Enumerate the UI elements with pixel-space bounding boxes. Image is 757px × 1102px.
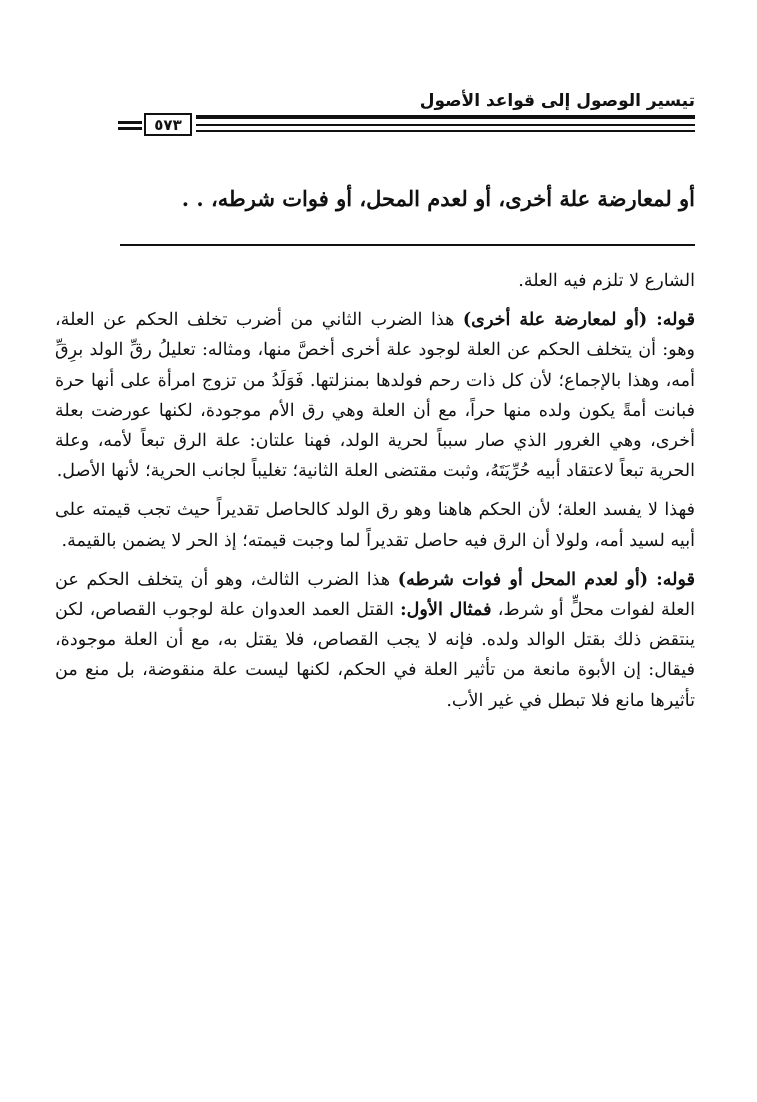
header-rule-top — [196, 115, 695, 119]
header-rule-middle — [196, 124, 695, 126]
matn-separator — [120, 244, 695, 246]
paragraph-1: الشارع لا تلزم فيه العلة. — [518, 271, 695, 291]
page-number-left-rule-bottom — [118, 127, 142, 130]
page-number-left-rule-top — [118, 121, 142, 124]
paragraph-4-text-b: القتل العمد العدوان علة لوجوب القصاص، لكن ينتقض ذلك بقتل الوالد ولده. فإنه لا يجب القصاص، فلا يقتل به، مع أن العلة موجودة، فيقال: إن الأبوة مانعة من تأثير العلة في الحكم، لكنها ليست علة منقوضة، بل منع من تأثيرها مانع فلا تبطل في غير الأب. — [55, 600, 695, 711]
paragraph-4-text-a: هذا الضرب الثالث، وهو أن يتخلف الحكم عن العلة لفوات محلٍّ أو شرط، — [55, 569, 695, 621]
paragraph-4 — [55, 565, 695, 716]
book-title: تيسير الوصول إلى قواعد الأصول — [419, 91, 695, 111]
paragraph-2 — [55, 305, 695, 486]
quote-label: قوله: (أو لمعارضة علة أخرى) — [462, 309, 695, 331]
example-label: فمثال الأول: — [400, 599, 492, 621]
matn-text: أو لمعارضة علة أخرى، أو لعدم المحل، أو فوات شرطه، . . — [181, 186, 695, 211]
quote-label: قوله: (أو لعدم المحل أو فوات شرطه) — [397, 568, 695, 590]
paragraph-3: فهذا لا يفسد العلة؛ لأن الحكم هاهنا وهو رق الولد كالحاصل تقديراً حيث تجب قيمته على أبيه لسيد أمه، ولولا أن الرق فيه حاصل تقديراً لما وجبت قيمته؛ إذ الحر لا يضمن بالقيمة. — [55, 500, 695, 551]
commentary-body — [55, 266, 695, 725]
header-rule-bottom — [196, 130, 695, 132]
page-number: ٥٧٣ — [144, 113, 192, 136]
paragraph-2-text: هذا الضرب الثاني من أضرب تخلف الحكم عن العلة، وهو: أن يتخلف الحكم عن العلة لوجود علة أخرى أخصَّ منها، ومثاله: تعليلُ رقِّ الولد برِقِّ أمه، وهذا بالإجماع؛ لأن كل ذات رحم فولدها بمنزلتها. فَوَلَدُ من تزوج امرأة على أنها حرة فبانت أمةً يكون ولده منها حراً، مع أن العلة وهي رق الأم موجودة، لكنها عورضت بعلة أخرى، وهي الغرور الذي صار سبباً لحرية الولد، فهنا علتان: علة الرق تبعاً لأمه، وعلة الحرية تبعاً لاعتقاد أبيه حُرِّيَتَهُ، وثبت مقتضى العلة الثانية؛ تغليباً لجانب الحرية؛ لأنها الأصل. — [55, 310, 695, 482]
